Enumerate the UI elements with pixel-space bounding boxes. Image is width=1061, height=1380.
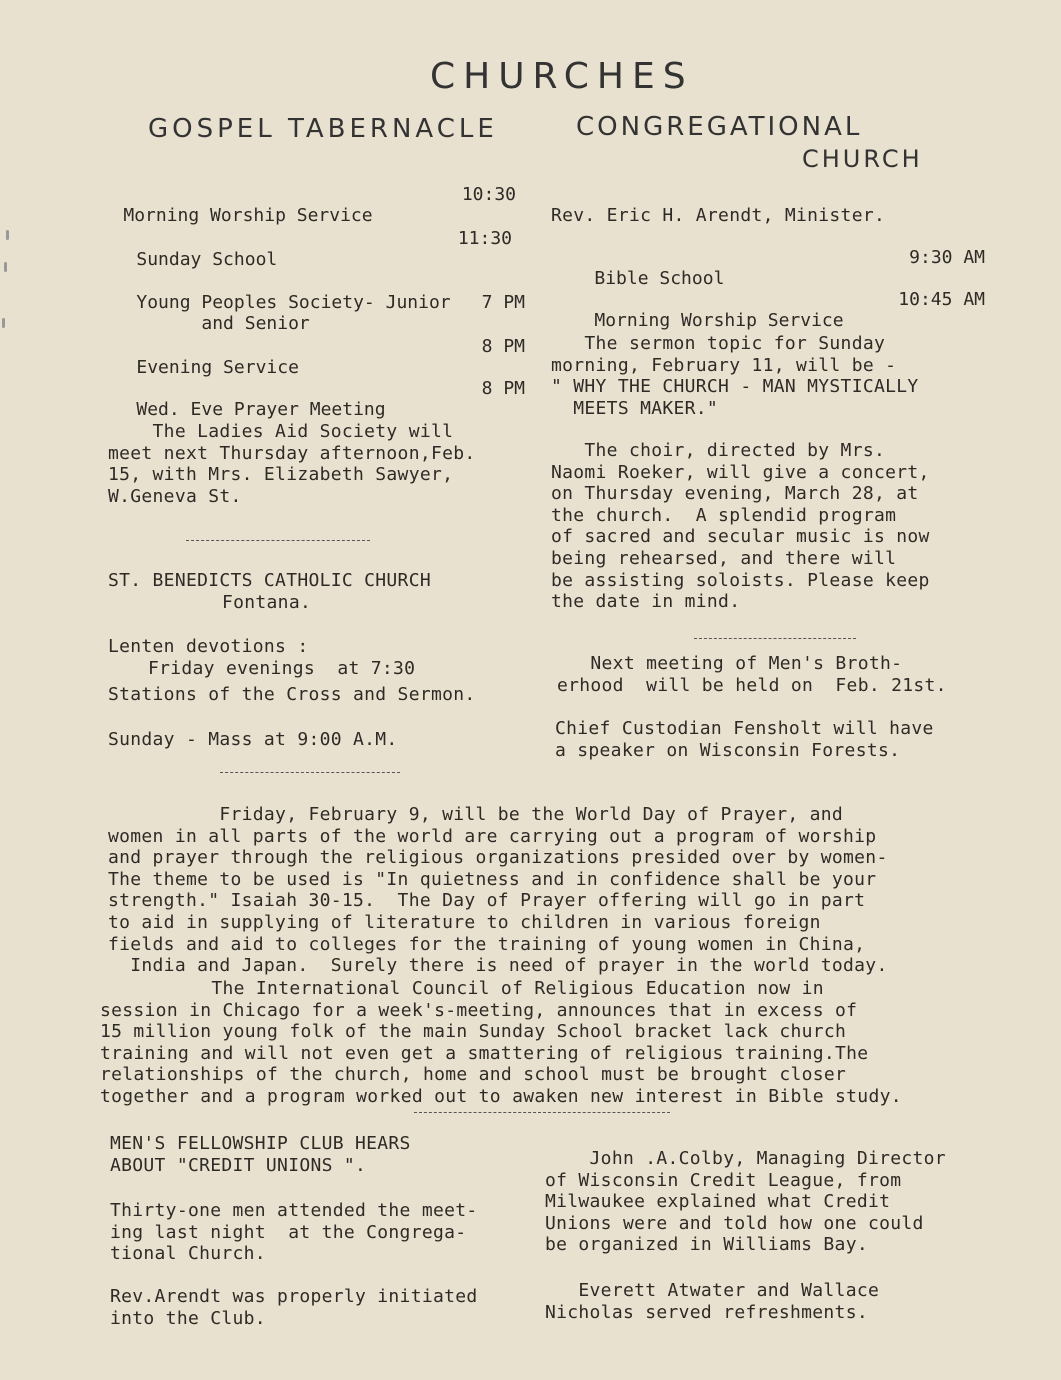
schedule-event: and Senior [136, 313, 310, 334]
schedule-event: Bible School [594, 268, 725, 289]
catholic-location: Fontana. [222, 592, 312, 613]
religious-education-council: The International Council of Religious Education now in session in Chicago for a week's-meeting, announces that in excess of 15 million young folk of the main Sunday School bracket lack church training and will not even get a smattering of religious training.The relationships of the church, home and school must be brought closer together and a program worked out to awaken new interest in Bible study. [100, 978, 902, 1107]
gospel-tabernacle-heading: GOSPEL TABERNACLE [148, 114, 498, 144]
schedule-time: 8 PM [481, 378, 525, 399]
page-edge-mark [2, 318, 5, 328]
world-day-of-prayer: Friday, February 9, will be the World Day of Prayer, and women in all parts of the world are carrying out a program of worship and prayer through the religious organizations presided over by women- The theme to be used is "In quietness and in confidence shall be your strength." Isaiah 30-15. The Day of Prayer offering will go in part to aid in supplying of literature to children in various foreign fields and aid to colleges for the training of young women in China, India and Japan. Surely there is need of prayer in the world today. [108, 804, 888, 977]
divider [186, 540, 370, 541]
schedule-event: Sunday School [136, 249, 278, 270]
lenten-label: Lenten devotions : [108, 636, 309, 657]
congregational-heading-church: CHURCH [802, 145, 923, 173]
schedule-event: Morning Worship Service [123, 205, 373, 226]
sunday-mass: Sunday - Mass at 9:00 A.M. [108, 729, 398, 750]
custodian-speaker: Chief Custodian Fensholt will have a speaker on Wisconsin Forests. [555, 718, 934, 761]
divider [694, 638, 856, 639]
minister-line: Rev. Eric H. Arendt, Minister. [551, 205, 886, 226]
schedule-time: 8 PM [481, 336, 525, 357]
friday-evenings: Friday evenings at 7:30 [148, 658, 416, 679]
sermon-topic: The sermon topic for Sunday morning, February 11, will be - " WHY THE CHURCH - MAN MYSTICALLY MEETS MAKER." [551, 333, 919, 419]
schedule-event: Evening Service [136, 357, 299, 378]
schedule-time: 11:30 [457, 228, 512, 249]
fellowship-initiation: Rev.Arendt was properly initiated into the Club. [110, 1286, 478, 1329]
fellowship-colby: John .A.Colby, Managing Director of Wisconsin Credit League, from Milwaukee explained what Credit Unions were and told how one could be organized in Williams Bay. [545, 1148, 946, 1256]
fellowship-headline: MEN'S FELLOWSHIP CLUB HEARS ABOUT "CREDIT UNIONS ". [110, 1133, 411, 1176]
schedule-time: 9:30 AM [909, 247, 985, 268]
schedule-time: 10:30 [461, 184, 516, 205]
schedule-time: 7 PM [481, 292, 525, 313]
page-edge-mark [4, 262, 7, 272]
ladies-aid-notice: The Ladies Aid Society will meet next Thursday afternoon,Feb. 15, with Mrs. Elizabeth Sawyer, W.Geneva St. [108, 421, 476, 507]
fellowship-refreshments: Everett Atwater and Wallace Nicholas served refreshments. [545, 1280, 880, 1323]
schedule-time: 10:45 AM [898, 289, 985, 310]
divider [220, 772, 400, 773]
schedule-event: Wed. Eve Prayer Meeting [136, 399, 386, 420]
schedule-event: Morning Worship Service [594, 310, 844, 331]
brotherhood-meeting: Next meeting of Men's Broth- erhood will be held on Feb. 21st. [557, 653, 947, 696]
fellowship-attendance: Thirty-one men attended the meet- ing last night at the Congrega- tional Church. [110, 1200, 478, 1265]
page-title: CHURCHES [430, 56, 694, 97]
schedule-event: Young Peoples Society- Junior [136, 292, 451, 313]
catholic-heading: ST. BENEDICTS CATHOLIC CHURCH [108, 570, 431, 591]
page-edge-mark [6, 230, 9, 240]
stations-of-cross: Stations of the Cross and Sermon. [108, 684, 476, 705]
congregational-heading: CONGREGATIONAL [576, 112, 863, 142]
choir-concert: The choir, directed by Mrs. Naomi Roeker, will give a concert, on Thursday evening, March 28, at the church. A splendid program of sacred and secular music is now being rehearsed, and there will be assisting soloists. Please keep the date in mind. [551, 440, 930, 613]
divider [414, 1112, 670, 1113]
